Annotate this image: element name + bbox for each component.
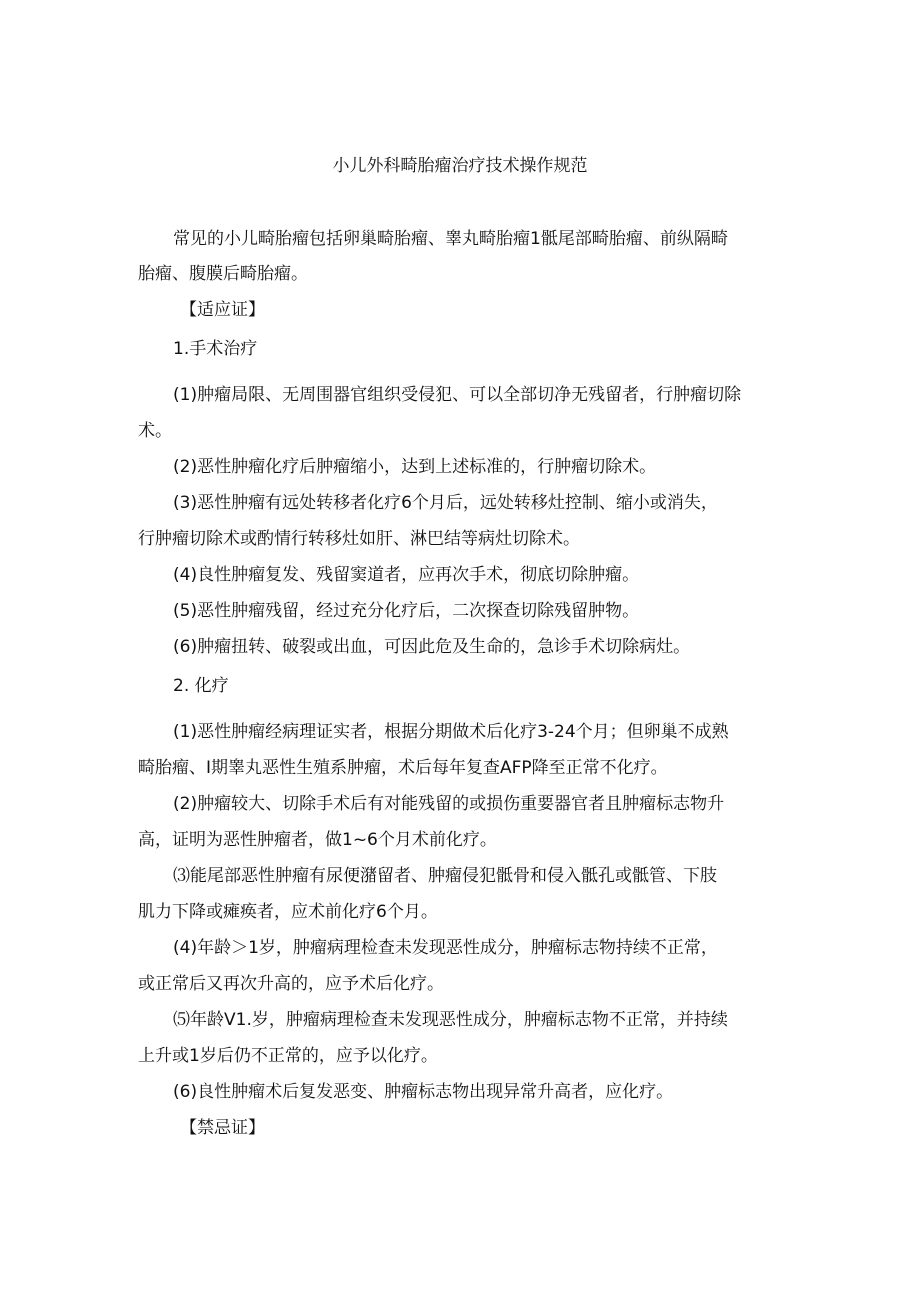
paragraph-line: 上升或1岁后仍不正常的，应予以化疗。 xyxy=(138,1046,438,1066)
section-heading-contraindications: 【禁忌证】 xyxy=(180,1118,265,1138)
paragraph-line: 行肿瘤切除术或酌情行转移灶如肝、淋巴结等病灶切除术。 xyxy=(138,529,580,549)
document-title: 小儿外科畸胎瘤治疗技术操作规范 xyxy=(332,156,588,176)
paragraph-line: ⑶能尾部恶性肿瘤有尿便潴留者、肿瘤侵犯骶骨和侵入骶孔或骶管、下肢 xyxy=(173,866,717,886)
paragraph-line: ⑸年龄V1.岁，肿瘤病理检查未发现恶性成分，肿瘤标志物不正常，并持续 xyxy=(173,1010,728,1030)
paragraph-line: (2)肿瘤较大、切除手术后有对能残留的或损伤重要器官者且肿瘤标志物升 xyxy=(173,794,725,814)
paragraph-line: (6)良性肿瘤术后复发恶变、肿瘤标志物出现异常升高者，应化疗。 xyxy=(173,1082,674,1102)
paragraph-line: 或正常后又再次升高的，应予术后化疗。 xyxy=(138,974,444,994)
subheading-surgery: 1.手术治疗 xyxy=(173,339,258,359)
paragraph-line: 畸胎瘤、I期睾丸恶性生殖系肿瘤，术后每年复查AFP降至正常不化疗。 xyxy=(138,758,668,778)
paragraph-line: 肌力下降或瘫痪者，应术前化疗6个月。 xyxy=(138,902,438,922)
paragraph-line: (2)恶性肿瘤化疗后肿瘤缩小，达到上述标准的，行肿瘤切除术。 xyxy=(173,457,657,477)
paragraph-line: 高，证明为恶性肿瘤者，做1~6个月术前化疗。 xyxy=(138,830,497,850)
paragraph-line: 术。 xyxy=(138,421,172,441)
paragraph-line: (4)年龄＞1岁，肿瘤病理检查未发现恶性成分，肿瘤标志物持续不正常， xyxy=(173,938,718,958)
paragraph-line: (1)恶性肿瘤经病理证实者，根据分期做术后化疗3-24个月；但卵巢不成熟 xyxy=(173,722,729,742)
paragraph-line: 胎瘤、腹膜后畸胎瘤。 xyxy=(138,264,308,284)
section-heading-indications: 【适应证】 xyxy=(180,300,265,320)
paragraph-line: 常见的小儿畸胎瘤包括卵巢畸胎瘤、睾丸畸胎瘤1骶尾部畸胎瘤、前纵隔畸 xyxy=(173,229,728,249)
subheading-chemotherapy: 2. 化疗 xyxy=(173,676,229,696)
paragraph-line: (1)肿瘤局限、无周围器官组织受侵犯、可以全部切净无残留者，行肿瘤切除 xyxy=(173,385,742,405)
paragraph-line: (5)恶性肿瘤残留，经过充分化疗后，二次探查切除残留肿物。 xyxy=(173,601,640,621)
paragraph-line: (6)肿瘤扭转、破裂或出血，可因此危及生命的，急诊手术切除病灶。 xyxy=(173,637,691,657)
paragraph-line: (4)良性肿瘤复发、残留窦道者，应再次手术，彻底切除肿瘤。 xyxy=(173,565,640,585)
paragraph-line: (3)恶性肿瘤有远处转移者化疗6个月后，远处转移灶控制、缩小或消失， xyxy=(173,493,718,513)
